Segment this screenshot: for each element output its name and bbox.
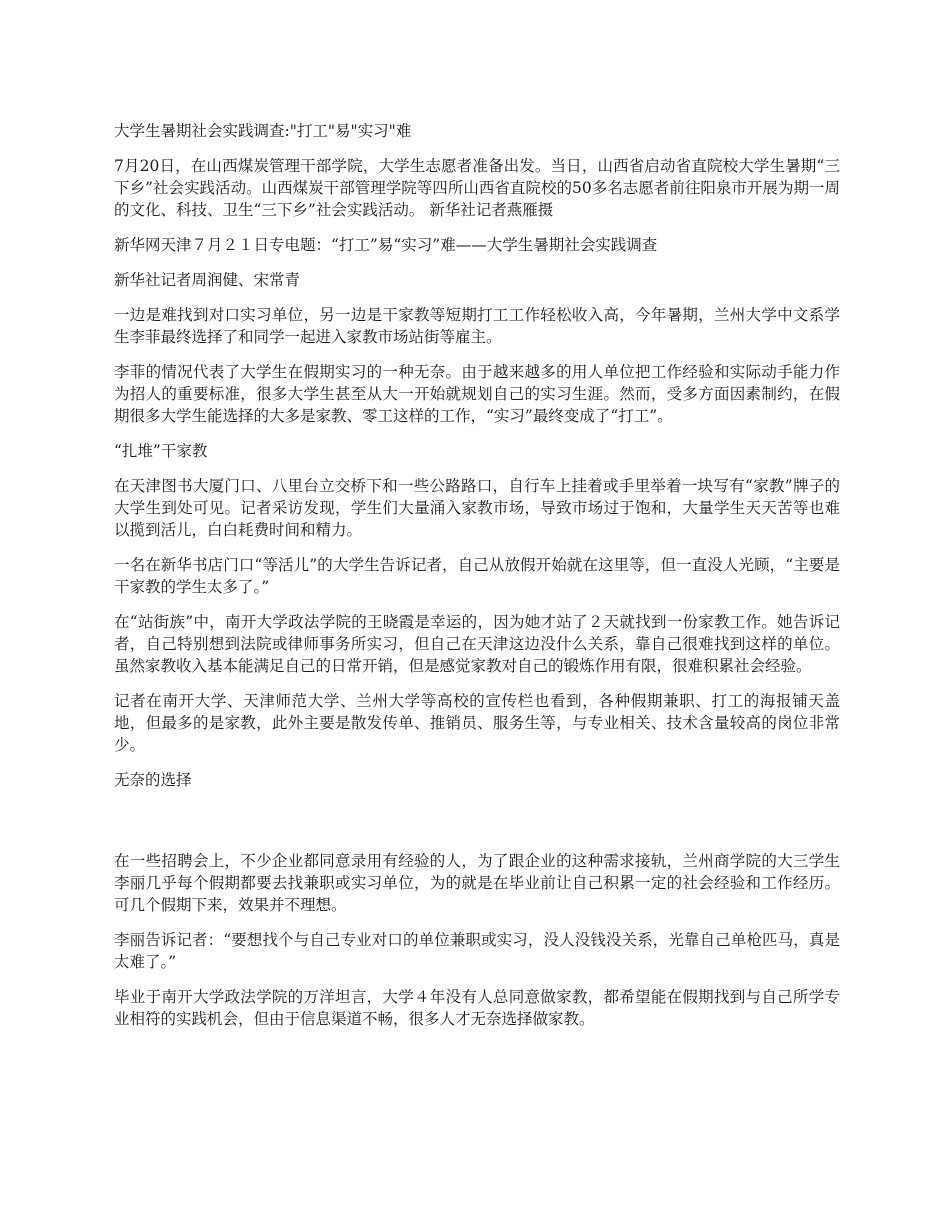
paragraph-4: 一名在新华书店门口“等活儿”的大学生告诉记者，自己从放假开始就在这里等，但一直没人光顾，“主要是干家教的学生太多了。” <box>114 556 840 596</box>
dateline: 新华网天津７月２１日专电题：“打工”易“实习”难——大学生暑期社会实践调查 <box>114 236 658 254</box>
article <box>114 120 840 1043</box>
byline: 新华社记者周润健、宋常青 <box>114 271 301 289</box>
paragraph-3: 在天津图书大厦门口、八里台立交桥下和一些公路路口，自行车上挂着或手里举着一块写有“家教”牌子的大学生到处可见。记者采访发现，学生们大量涌入家教市场，导致市场过于饱和，大量学生天天苦等也难以揽到活儿，白白耗费时间和精力。 <box>114 477 840 539</box>
paragraph-2: 李菲的情况代表了大学生在假期实习的一种无奈。由于越来越多的用人单位把工作经验和实际动手能力作为招人的重要标准，很多大学生甚至从大一开始就规划自己的实习生涯。然而，受多方面因素制约，在假期很多大学生能选择的大多是家教、零工这样的工作，“实习”最终变成了“打工”。 <box>114 363 840 425</box>
section-heading-1: “扎堆”干家教 <box>114 442 208 460</box>
paragraph-5: 在“站街族”中，南开大学政法学院的王晓霞是幸运的，因为她才站了２天就找到一份家教工作。她告诉记者，自己特别想到法院或律师事务所实习，但自己在天津这边没什么关系，靠自己很难找到这样的单位。虽然家教收入基本能满足自己的日常开销，但是感觉家教对自己的锻炼作用有限，很难积累社会经验。 <box>114 613 840 675</box>
paragraph-1: 一边是难找到对口实习单位，另一边是干家教等短期打工工作轻松收入高，今年暑期，兰州大学中文系学生李菲最终选择了和同学一起进入家教市场站街等雇主。 <box>114 306 840 346</box>
paragraph-9: 毕业于南开大学政法学院的万洋坦言，大学４年没有人总同意做家教，都希望能在假期找到与自己所学专业相符的实践机会，但由于信息渠道不畅，很多人才无奈选择做家教。 <box>114 988 840 1028</box>
article-title: 大学生暑期社会实践调查:"打工"易"实习"难 <box>114 122 412 140</box>
paragraph-6: 记者在南开大学、天津师范大学、兰州大学等高校的宣传栏也看到，各种假期兼职、打工的海报铺天盖地，但最多的是家教，此外主要是散发传单、推销员、服务生等，与专业相关、技术含量较高的岗位非常少。 <box>114 692 840 754</box>
paragraph-7: 在一些招聘会上，不少企业都同意录用有经验的人，为了跟企业的这种需求接轨，兰州商学院的大三学生李丽几乎每个假期都要去找兼职或实习单位，为的就是在毕业前让自己积累一定的社会经验和工作经历。可几个假期下来，效果并不理想。 <box>114 852 840 914</box>
blank-gap <box>114 804 840 850</box>
paragraph-8: 李丽告诉记者：“要想找个与自己专业对口的单位兼职或实习，没人没钱没关系，光靠自己单枪匹马，真是太难了。” <box>114 931 840 971</box>
section-heading-2: 无奈的选择 <box>114 771 192 789</box>
photo-caption: 7月20日，在山西煤炭管理干部学院，大学生志愿者准备出发。当日，山西省启动省直院校大学生暑期“三下乡”社会实践活动。山西煤炭干部管理学院等四所山西省直院校的50多名志愿者前往阳泉市开展为期一周的文化、科技、卫生“三下乡”社会实践活动。 新华社记者燕雁摄 <box>114 157 840 219</box>
